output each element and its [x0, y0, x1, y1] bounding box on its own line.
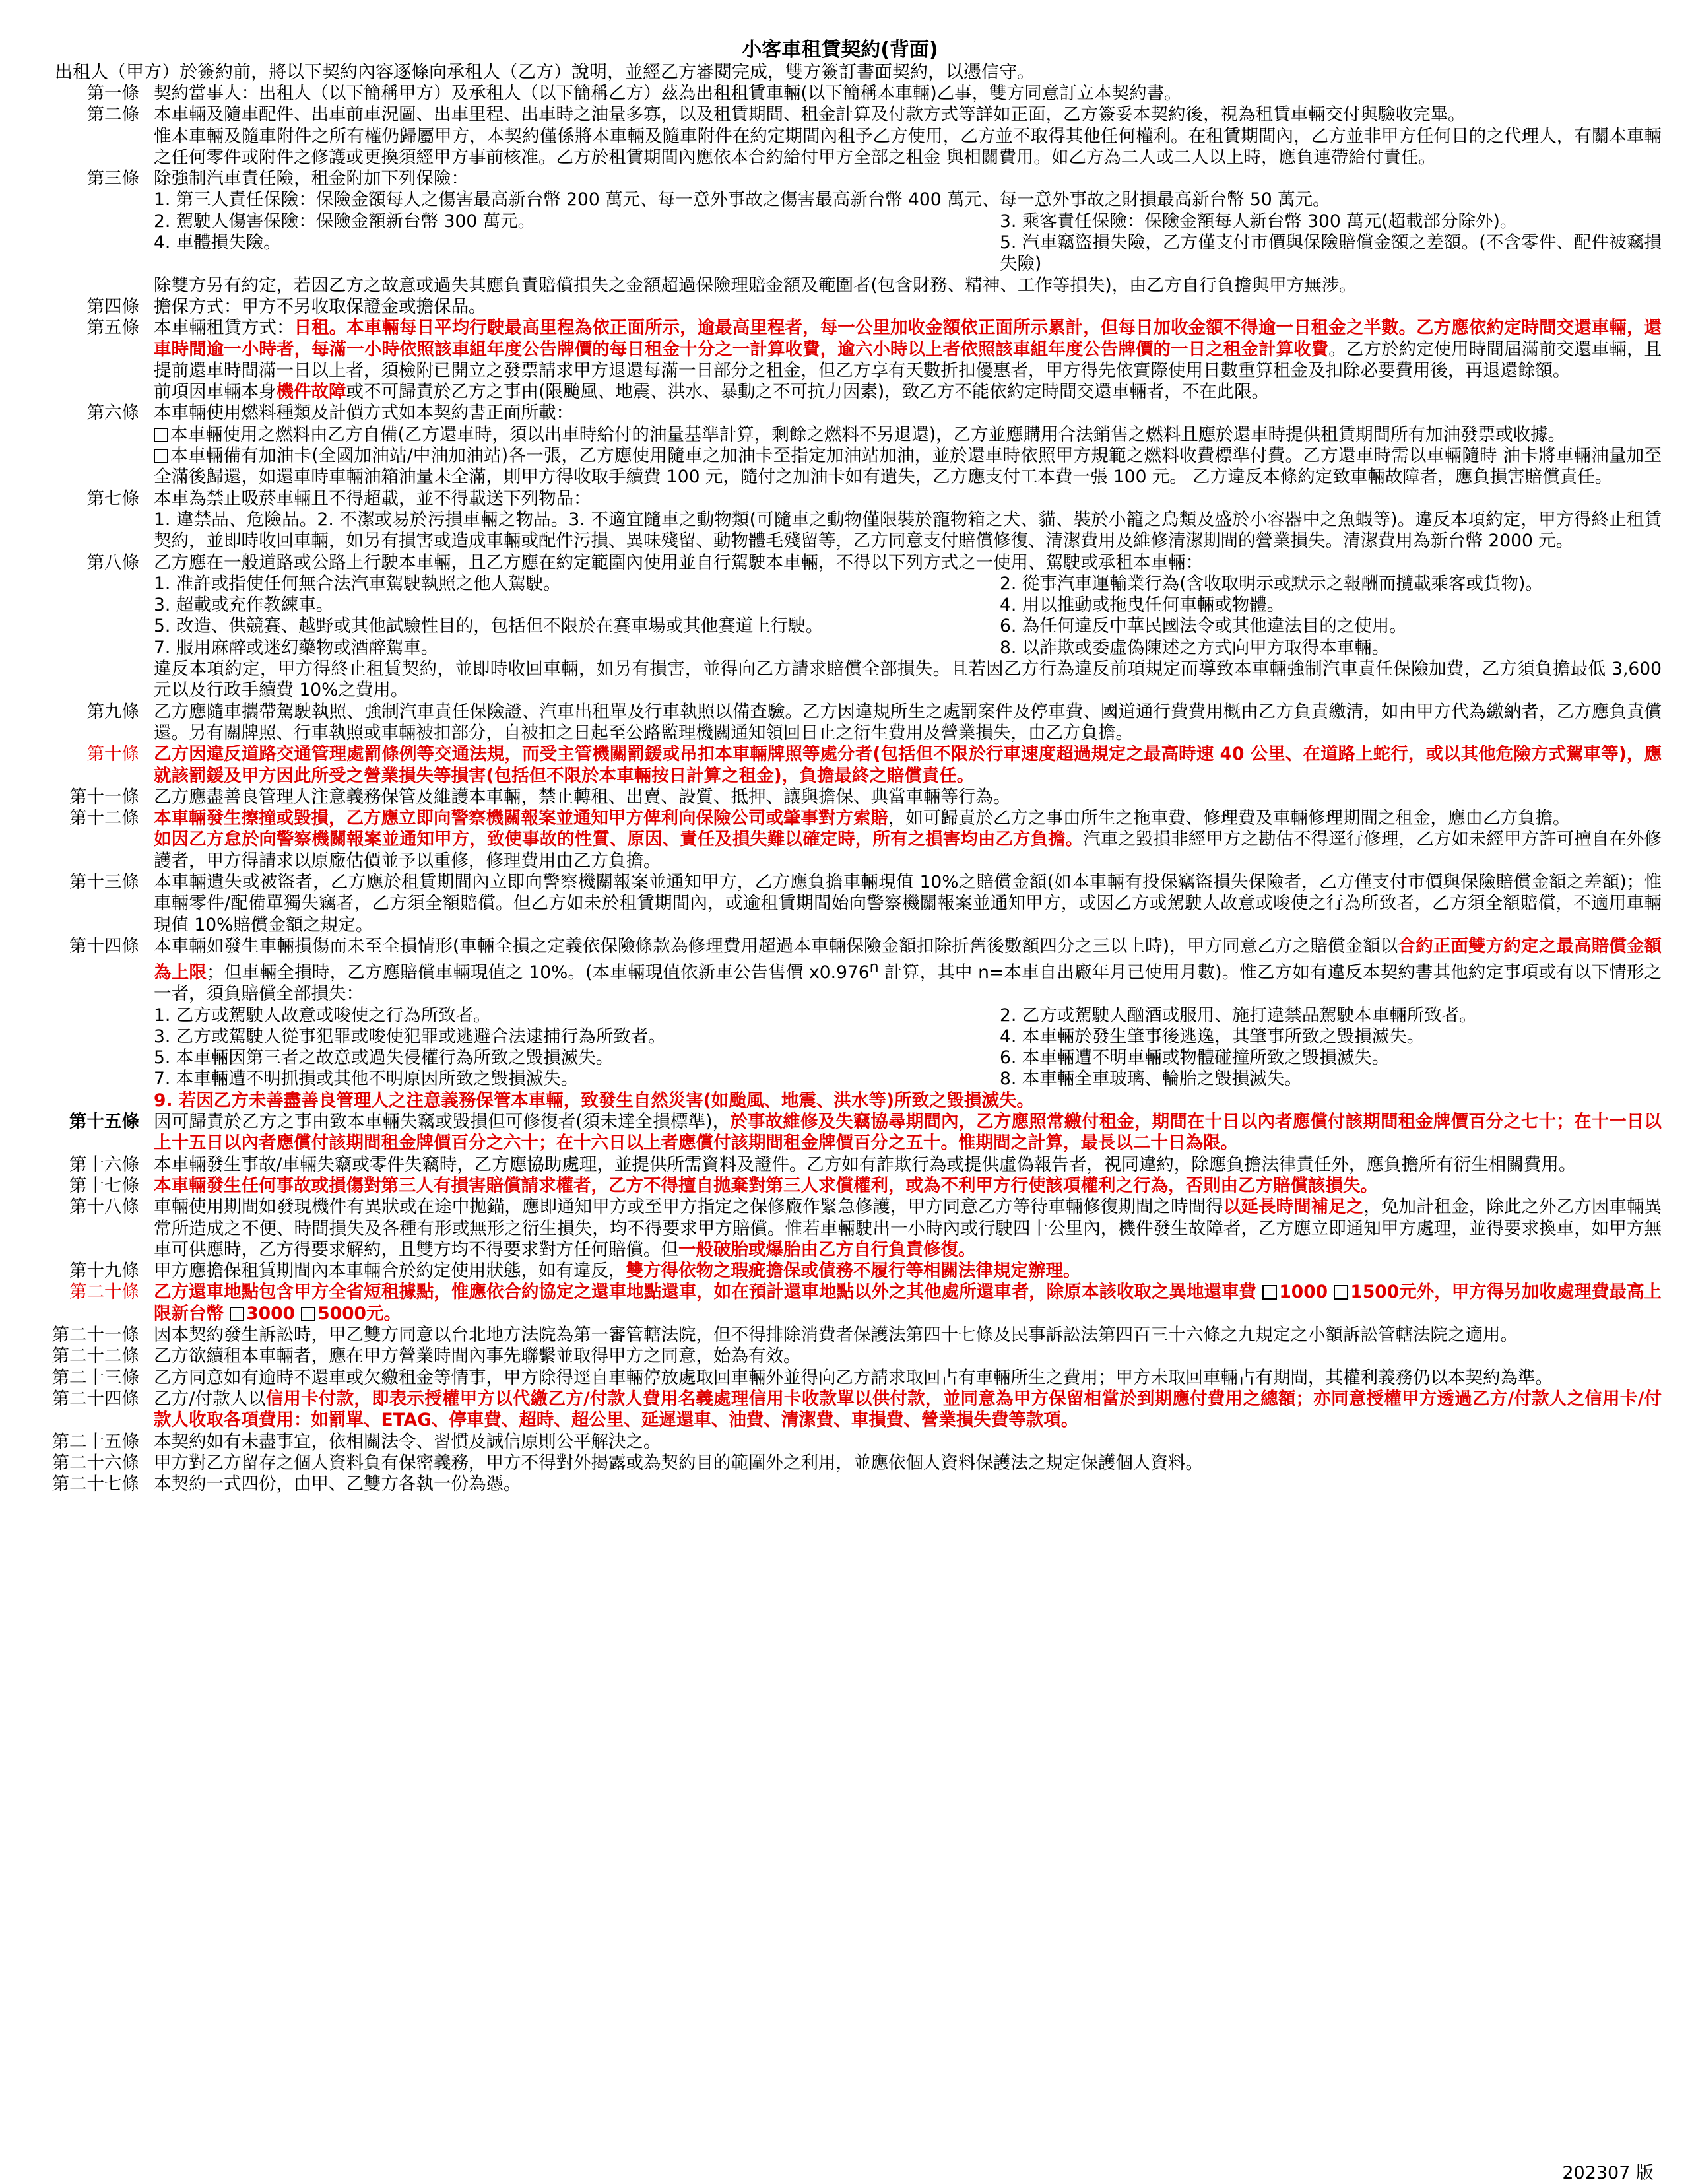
- article-paragraph: 本車輛使用燃料種類及計價方式如本契約書正面所載：: [154, 403, 573, 424]
- article-text: 本契約一式四份，由甲、乙雙方各執一份為憑。: [154, 1474, 521, 1495]
- article-label: 第十四條: [69, 935, 139, 956]
- list-item: 3. 乙方或駕駛人從事犯罪或唆使犯罪或逃避合法逮捕行為所致者。: [154, 1026, 666, 1047]
- article-label: 第二十三條: [51, 1367, 139, 1388]
- article-label: 第五條: [86, 317, 139, 339]
- article-19: [18, 1261, 1662, 1282]
- list-item: 1. 准許或指使任何無合法汽車駕駛執照之他人駕駛。: [154, 573, 561, 594]
- article-3: [18, 168, 1662, 296]
- article-text: ，如可歸責於乙方之事由所生之拖車費、修理費及車輛修理期間之租金，應由乙方負擔。: [888, 808, 1571, 829]
- document-title: 小客車租賃契約(背面): [742, 38, 938, 61]
- article-text: 前項因車輛本身: [154, 381, 277, 403]
- article-text: 汽車之毀損非經甲方之勘估不得逕行修理，乙方如未經甲方許可擅自在外修護者，甲方得請求以原廠估價並予以重修，修理費用由乙方負擔。: [154, 829, 1662, 871]
- article-label: 第六條: [86, 403, 139, 424]
- option-label: 1500: [1350, 1282, 1400, 1303]
- article-26: [18, 1453, 1662, 1474]
- article-text: 本契約如有未盡事宜，依相關法令、習慣及誠信原則公平解決之。: [154, 1431, 661, 1452]
- option-text: 本車輛使用之燃料由乙方自備(乙方還車時，須以出車時給付的油量基準計算，剩餘之燃料不另退還)，乙方並應購用合法銷售之燃料且應於還車時提供租賃期間所有加油發票或收據。: [170, 424, 1566, 445]
- article-paragraph: 本車為禁止吸菸車輛且不得超載，並不得載送下列物品：: [154, 488, 591, 509]
- article-label: 第十六條: [69, 1154, 139, 1175]
- article-label: 第十一條: [69, 786, 139, 807]
- highlighted-text: 本車輛發生擦撞或毀損，乙方應立即向警察機關報案並通知甲方俾利向保險公司或肇事對方索賠: [154, 808, 888, 829]
- highlighted-text: 合約正面雙方約定之最高賠償金額為上限: [154, 935, 1662, 983]
- article-21: [18, 1325, 1662, 1346]
- article-label: 第十條: [86, 744, 139, 765]
- article-22: [18, 1346, 1662, 1367]
- article-label: 第三條: [86, 168, 139, 189]
- highlighted-text: 如因乙方怠於向警察機關報案並通知甲方，致使事故的性質、原因、責任及損失難以確定時，所有之損害均由乙方負擔。: [154, 829, 1084, 850]
- list-item: 7. 本車輛遭不明抓損或其他不明原因所致之毀損滅失。: [154, 1069, 579, 1090]
- article-paragraph: 除強制汽車責任險，租金附加下列保險：: [154, 168, 469, 189]
- article-label: 第二十一條: [51, 1325, 139, 1346]
- article-27: [18, 1474, 1662, 1495]
- checkbox-3000[interactable]: [230, 1307, 244, 1321]
- article-text: 擔保方式：甲方不另收取保證金或擔保品。: [154, 296, 486, 317]
- article-text: 本車輛遺失或被盜者，乙方應於租賃期間內立即向警察機關報案並通知甲方，乙方應負擔車輛現值 10%之賠償金額(如本車輛有投保竊盜損失保險者，乙方僅支付市價與保險賠償金額之差額)；惟車輛零件/配備單獨失竊者，乙方須全額賠償。但乙方如未於租賃期間內，或逾租賃期間始向警察機關報案並通知甲方，或因乙方或駕駛人故意或唆使之行為所致者，乙方須全額賠償，不適用車輛現值 10%賠償金額之規定。: [154, 871, 1662, 935]
- article-16: [18, 1154, 1662, 1175]
- article-7: [18, 488, 1662, 552]
- list-item: 1. 乙方或駕駛人故意或唆使之行為所致者。: [154, 1005, 491, 1026]
- highlighted-text: 於事故維修及失竊協尋期間內，乙方應照常繳付租金，期間在十日以內者應償付該期間租金牌價百分之七十；在十一日以上十五日以內者應償付該期間租金牌價百分之六十；在十六日以上者應償付該期間租金牌價百分之五十。惟期間之計算，最長以二十日為限。: [154, 1111, 1662, 1154]
- article-label: 第二十五條: [51, 1431, 139, 1452]
- intro-paragraph: 出租人（甲方）於簽約前，將以下契約內容逐條向承租人（乙方）說明，並經乙方審閱完成，雙方簽訂書面契約，以憑信守。: [55, 62, 1035, 83]
- article-text: 本車輛租賃方式：: [154, 317, 294, 339]
- highlighted-text: 機件故障: [276, 381, 346, 403]
- article-text: 。乙方於約定使用時間屆滿前交還車輛，且提前還車時間滿一日以上者，須檢附已開立之發票請求甲方退還每滿一日部分之租金，但乙方享有天數折扣優惠者，甲方得先依實際使用日數重算租金及扣除必要費用後，再退還餘額。: [154, 339, 1662, 381]
- article-paragraph: 本車輛及隨車配件、出車前車況圖、出車里程、出車時之油量多寡，以及租賃期間、租金計算及付款方式等詳如正面，乙方簽妥本契約後，視為租賃車輛交付與驗收完畢。: [154, 104, 1466, 125]
- checkbox[interactable]: [154, 449, 168, 463]
- article-12: [18, 808, 1662, 872]
- article-text: 計算，其中 n=本車自出廠年月已使用月數)。惟乙方如有違反本契約書其他約定事項或有以下情形之一者，須負賠償全部損失：: [154, 962, 1662, 1005]
- list-item: 7. 服用麻醉或迷幻藥物或酒醉駕車。: [154, 637, 439, 658]
- option-label: 5000: [317, 1303, 366, 1324]
- list-item: 6. 本車輛遭不明車輛或物體碰撞所致之毀損滅失。: [1000, 1047, 1390, 1069]
- article-14: [18, 936, 1662, 1111]
- list-item: 3. 超載或充作教練車。: [154, 595, 334, 616]
- article-label: 第二條: [86, 104, 139, 125]
- highlighted-text: 乙方因違反道路交通管理處罰條例等交通法規，而受主管機關罰鍰或吊扣本車輛牌照等處分者(包括但不限於行車速度超過規定之最高時速 40 公里、在道路上蛇行，或以其他危險方式駕車等)，應就該罰鍰及甲方因此所受之營業損失等損害(包括但不限於本車輛按日計算之租金)，負擔最終之賠償責任。: [154, 744, 1662, 786]
- checkbox[interactable]: [154, 428, 168, 442]
- article-paragraph: 1. 違禁品、危險品。2. 不潔或易於污損車輛之物品。3. 不適宜隨車之動物類(可隨車之動物僅限裝於寵物箱之犬、貓、裝於小籠之鳥類及盛於小容器中之魚蝦等)。違反本項約定，甲方得終止租賃契約，並即時收回車輛，如另有損害或造成車輛或配件污損、異味殘留、動物體毛殘留等，乙方同意支付賠償修復、清潔費用及維修清潔期間的營業損失。清潔費用為新台幣 2000 元。: [154, 509, 1662, 552]
- article-paragraph: 乙方應在一般道路或公路上行駛本車輛，且乙方應在約定範圍內使用並自行駕駛本車輛，不得以下列方式之一使用、駕駛或承租本車輛：: [154, 552, 1203, 573]
- article-paragraph: 惟本車輛及隨車附件之所有權仍歸屬甲方，本契約僅係將本車輛及隨車附件在約定期間內租予乙方使用，乙方並不取得其他任何權利。在租賃期間內，乙方並非甲方任何目的之代理人，有關本車輛之任何零件或附件之修護或更換須經甲方事前核准。乙方於租賃期間內應依本合約給付甲方全部之租金 與相關費用。如乙方為二人或二人以上時，應負連帶給付責任。: [154, 125, 1662, 168]
- article-24: [18, 1389, 1662, 1432]
- exponent: n: [869, 959, 879, 976]
- article-text: 乙方欲續租本車輛者，應在甲方營業時間內事先聯繫並取得甲方之同意，始為有效。: [154, 1346, 801, 1367]
- article-15: [18, 1111, 1662, 1154]
- checkbox-1000[interactable]: [1262, 1285, 1277, 1300]
- article-text: 乙方/付款人以: [154, 1388, 266, 1409]
- article-text: 本車輛如發生車輛損傷而未至全損情形(車輛全損之定義依保險條款為修理費用超過本車輛保險金額扣除折舊後數額四分之三以上時)，甲方同意乙方之賠償金額以: [154, 935, 1398, 956]
- article-label: 第二十六條: [51, 1452, 139, 1473]
- article-9: [18, 702, 1662, 745]
- article-text: 契約當事人：出租人（以下簡稱甲方）及承租人（以下簡稱乙方）茲為出租租賃車輛(以下簡稱本車輛)乙事，雙方同意訂立本契約書。: [154, 83, 1182, 104]
- article-label: 第二十七條: [51, 1474, 139, 1495]
- article-label: 第十二條: [69, 808, 139, 829]
- article-label: 第八條: [86, 552, 139, 573]
- article-text: 車輛使用期間如發現機件有異狀或在途中拋錨，應即通知甲方或至甲方指定之保修廠作緊急修護，甲方同意乙方等待車輛修復期間之時間得: [154, 1197, 1223, 1218]
- option-label: 1000: [1279, 1282, 1328, 1303]
- highlighted-text: 日租。本車輛每日平均行駛最高里程為依正面所示，逾最高里程者，每一公里加收金額依正面所示累計，但每日加收金額不得逾一日租金之半數。乙方應依約定時間交還車輛，還車時間逾一小時者，每滿一小時依照該車組年度公告牌價的每日租金十分之一計算收費，逾六小時以上者依照該車組年度公告牌價的一日之租金計算收費: [154, 317, 1662, 360]
- checkbox-5000[interactable]: [301, 1307, 315, 1321]
- article-paragraph: 除雙方另有約定，若因乙方之故意或過失其應負責賠償損失之金額超過保險理賠金額及範圍者(包含財務、精神、工作等損失)，由乙方自行負擔與甲方無涉。: [154, 275, 1357, 296]
- article-23: [18, 1368, 1662, 1389]
- list-item: 6. 為任何違反中華民國法令或其他違法目的之使用。: [1000, 616, 1407, 637]
- article-6: [18, 403, 1662, 488]
- list-item: 4. 本車輛於發生肇事後逃逸，其肇事所致之毀損滅失。: [1000, 1026, 1425, 1047]
- highlighted-text: 信用卡付款，即表示授權甲方以代繳乙方/付款人費用名義處理信用卡收款單以供付款，並同意為甲方保留相當於到期應付費用之總額；亦同意授權甲方透過乙方/付款人之信用卡/付款人收取各項費用：如罰單、ETAG、停車費、超時、超公里、延遲還車、油費、清潔費、車損費、營業損失費等款項。: [154, 1388, 1662, 1431]
- article-8: [18, 552, 1662, 702]
- article-text: 或不可歸責於乙方之事由(限颱風、地震、洪水、暴動之不可抗力因素)，致乙方不能依約定時間交還車輛者，不在此限。: [346, 381, 1270, 403]
- article-label: 第十三條: [69, 871, 139, 892]
- article-20: [18, 1282, 1662, 1325]
- highlighted-text: 元。: [366, 1303, 401, 1324]
- article-label: 第十八條: [69, 1197, 139, 1218]
- article-label: 第十五條: [69, 1111, 139, 1133]
- article-label: 第一條: [86, 83, 139, 104]
- list-item: 8. 以詐欺或委虛偽陳述之方式向甲方取得本車輛。: [1000, 637, 1390, 658]
- list-item: 5. 汽車竊盜損失險，乙方僅支付市價與保險賠償金額之差額。(不含零件、配件被竊損失險): [1000, 232, 1662, 275]
- article-17: [18, 1175, 1662, 1197]
- highlighted-text: 乙方還車地點包含甲方全省短租據點，惟應依合約協定之還車地點還車，如在預計還車地點以外之其他處所還車者，除原本該收取之異地還車費: [154, 1282, 1257, 1303]
- article-10: [18, 744, 1662, 787]
- list-item: 5. 改造、供競賽、越野或其他試驗性目的，包括但不限於在賽車場或其他賽道上行駛。: [154, 616, 824, 637]
- article-text: 乙方同意如有逾時不還車或欠繳租金等情事，甲方除得逕自車輛停放處取回車輛外並得向乙方請求取回占有車輛所生之費用；甲方未取回車輛占有期間，其權利義務仍以本契約為準。: [154, 1367, 1553, 1388]
- list-item: 5. 本車輛因第三者之故意或過失侵權行為所致之毀損滅失。: [154, 1047, 614, 1069]
- article-label: 第二十條: [69, 1282, 139, 1303]
- article-4: [18, 296, 1662, 317]
- highlighted-text: 以延長時間補足之: [1223, 1197, 1364, 1218]
- article-label: 第十七條: [69, 1175, 139, 1196]
- article-18: [18, 1197, 1662, 1261]
- highlighted-text: 一般破胎或爆胎由乙方自行負責修復。: [678, 1239, 976, 1260]
- article-label: 第十九條: [69, 1261, 139, 1282]
- list-item: 4. 車體損失險。: [154, 232, 281, 253]
- highlighted-text: 元外，甲方得另加收處理費最高上限新台幣: [154, 1282, 1662, 1324]
- article-text: ，免加計租金，除此之外乙方因車輛異常所造成之不便、時間損失及各種有形或無形之衍生損失，均不得要求甲方賠償。惟若車輛駛出一小時內或行駛四十公里內，機件發生故障者，乙方應立即通知甲方處理，並得要求換車，如甲方無車可供應時，乙方得要求解約，且雙方均不得要求對方任何賠償。但: [154, 1197, 1662, 1260]
- list-item: 1. 第三人責任保險：保險金額每人之傷害最高新台幣 200 萬元、每一意外事故之傷害最高新台幣 400 萬元、每一意外事故之財損最高新台幣 50 萬元。: [154, 189, 1330, 211]
- article-text: 本車輛發生事故/車輛失竊或零件失竊時，乙方應協助處理，並提供所需資料及證件。乙方如有詐欺行為或提供虛偽報告者，視同違約，除應負擔法律責任外，應負擔所有衍生相關費用。: [154, 1154, 1577, 1175]
- option-label: 3000: [246, 1303, 295, 1324]
- version-label: 202307 版: [1562, 2163, 1654, 2183]
- article-5: [18, 317, 1662, 403]
- highlighted-text: 雙方得依物之瑕疵擔保或債務不履行等相關法律規定辦理。: [626, 1261, 1081, 1282]
- article-label: 第九條: [86, 701, 139, 722]
- article-1: [18, 83, 1662, 104]
- article-paragraph: 違反本項約定，甲方得終止租賃契約，並即時收回車輛，如另有損害，並得向乙方請求賠償全部損失。且若因乙方行為違反前項規定而導致本車輛強制汽車責任保險加費，乙方須負擔最低 3,600 元以及行政手續費 10%之費用。: [154, 659, 1662, 701]
- article-2: [18, 104, 1662, 168]
- article-text: ；但車輛全損時，乙方應賠償車輛現值之 10%。(本車輛現值依新車公告售價 x0.976: [206, 962, 870, 983]
- list-item: 2. 駕駛人傷害保險：保險金額新台幣 300 萬元。: [154, 211, 536, 232]
- article-25: [18, 1432, 1662, 1453]
- list-item: 8. 本車輛全車玻璃、輪胎之毀損滅失。: [1000, 1069, 1302, 1090]
- option-text: 本車輛備有加油卡(全國加油站/中油加油站)各一張，乙方應使用隨車之加油卡至指定加油站加油，並於還車時依照甲方規範之燃料收費標準付費。乙方還車時需以車輛隨時 油卡將車輛油量加至全滿後歸還，如還車時車輛油箱油量未全滿，則甲方得收取手續費 100 元，隨付之加油卡如有遺失，乙方應支付工本費一張 100 元。 乙方違反本條約定致車輛故障者，應負損害賠償責任。: [154, 446, 1662, 488]
- article-text: 甲方對乙方留存之個人資料負有保密義務，甲方不得對外揭露或為契約目的範圍外之利用，並應依個人資料保護法之規定保護個人資料。: [154, 1452, 1203, 1473]
- highlighted-text: 本車輛發生任何事故或損傷對第三人有損害賠償請求權者，乙方不得擅自拋棄對第三人求償權利，或為不利甲方行使該項權利之行為，否則由乙方賠償該損失。: [154, 1175, 1378, 1196]
- article-label: 第二十四條: [51, 1388, 139, 1409]
- article-text: 因可歸責於乙方之事由致本車輛失竊或毀損但可修復者(須未達全損標準)，: [154, 1111, 731, 1133]
- article-11: [18, 787, 1662, 808]
- article-text: 乙方應隨車攜帶駕駛執照、強制汽車責任保險證、汽車出租單及行車執照以備查驗。乙方因違規所生之處罰案件及停車費、國道通行費費用概由乙方負責繳清，如由甲方代為繳納者，乙方應負責償還。另有關牌照、行車執照或車輛被扣部分，自被扣之日起至公路監理機關通知領回日止之衍生費用及營業損失，由乙方負擔。: [154, 701, 1662, 743]
- list-item: 3. 乘客責任保險：保險金額每人新台幣 300 萬元(超載部分除外)。: [1000, 211, 1518, 232]
- article-13: [18, 872, 1662, 936]
- checkbox-1500[interactable]: [1334, 1285, 1348, 1300]
- list-item: 2. 從事汽車運輸業行為(含收取明示或默示之報酬而攬載乘客或貨物)。: [1000, 573, 1543, 594]
- article-label: 第七條: [86, 488, 139, 509]
- article-text: 乙方應盡善良管理人注意義務保管及維護本車輛，禁止轉租、出賣、設質、抵押、讓與擔保、典當車輛等行為。: [154, 786, 1011, 807]
- article-label: 第二十二條: [51, 1346, 139, 1367]
- highlighted-list-item: 9. 若因乙方未善盡善良管理人之注意義務保管本車輛，致發生自然災害(如颱風、地震、洪水等)所致之毀損滅失。: [154, 1090, 1034, 1111]
- article-label: 第四條: [86, 296, 139, 317]
- article-text: 甲方應擔保租賃期間內本車輛合於約定使用狀態，如有違反，: [154, 1261, 626, 1282]
- list-item: 4. 用以推動或拖曳任何車輛或物體。: [1000, 595, 1285, 616]
- article-text: 因本契約發生訴訟時，甲乙雙方同意以台北地方法院為第一審管轄法院，但不得排除消費者保護法第四十七條及民事訴訟法第四百三十六條之九規定之小額訴訟管轄法院之適用。: [154, 1325, 1518, 1346]
- list-item: 2. 乙方或駕駛人酗酒或服用、施打違禁品駕駛本車輛所致者。: [1000, 1005, 1477, 1026]
- contract-document: [18, 38, 1662, 1495]
